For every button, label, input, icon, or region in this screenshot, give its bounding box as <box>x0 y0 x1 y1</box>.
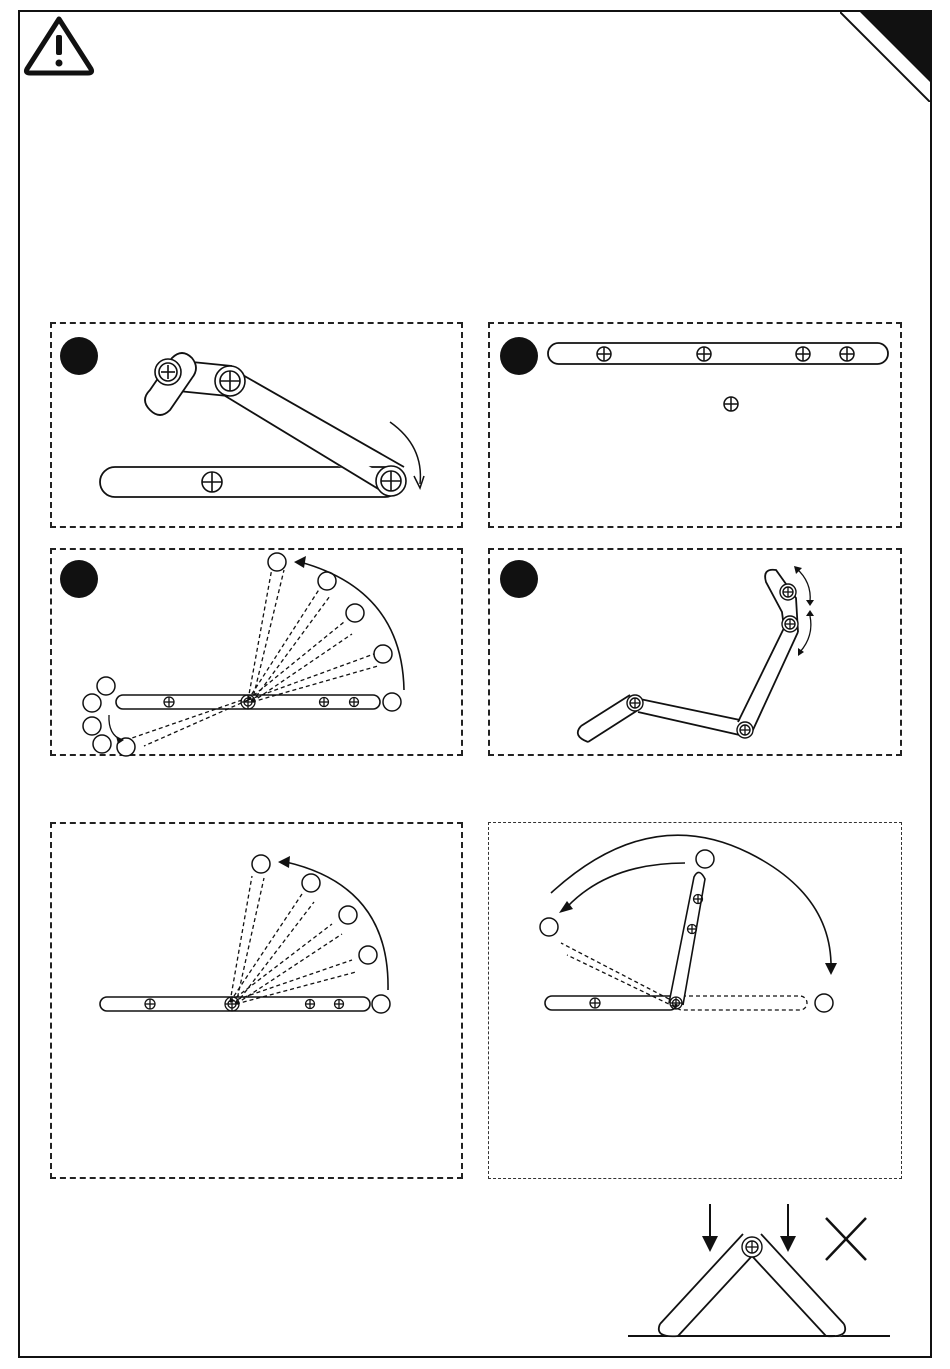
rotate-arm-up-figure <box>52 550 465 758</box>
step-4-panel <box>488 548 902 756</box>
do-not-press-figure <box>600 1190 900 1350</box>
swing-arc-figure <box>489 823 903 1180</box>
step-2-panel <box>488 322 902 528</box>
swing-range-panel <box>488 822 902 1179</box>
page-corner-tab-icon <box>840 12 930 102</box>
screw-positions-figure <box>490 324 904 530</box>
warning-triangle-icon <box>21 13 97 77</box>
step-3-panel <box>50 548 463 756</box>
rotation-arc-figure <box>52 824 465 1181</box>
fold-arm-down-figure <box>52 324 465 530</box>
cross-mark-icon <box>826 1218 866 1260</box>
adjust-joints-figure <box>490 550 904 758</box>
rotate-range-panel <box>50 822 463 1179</box>
step-1-panel <box>50 322 463 528</box>
